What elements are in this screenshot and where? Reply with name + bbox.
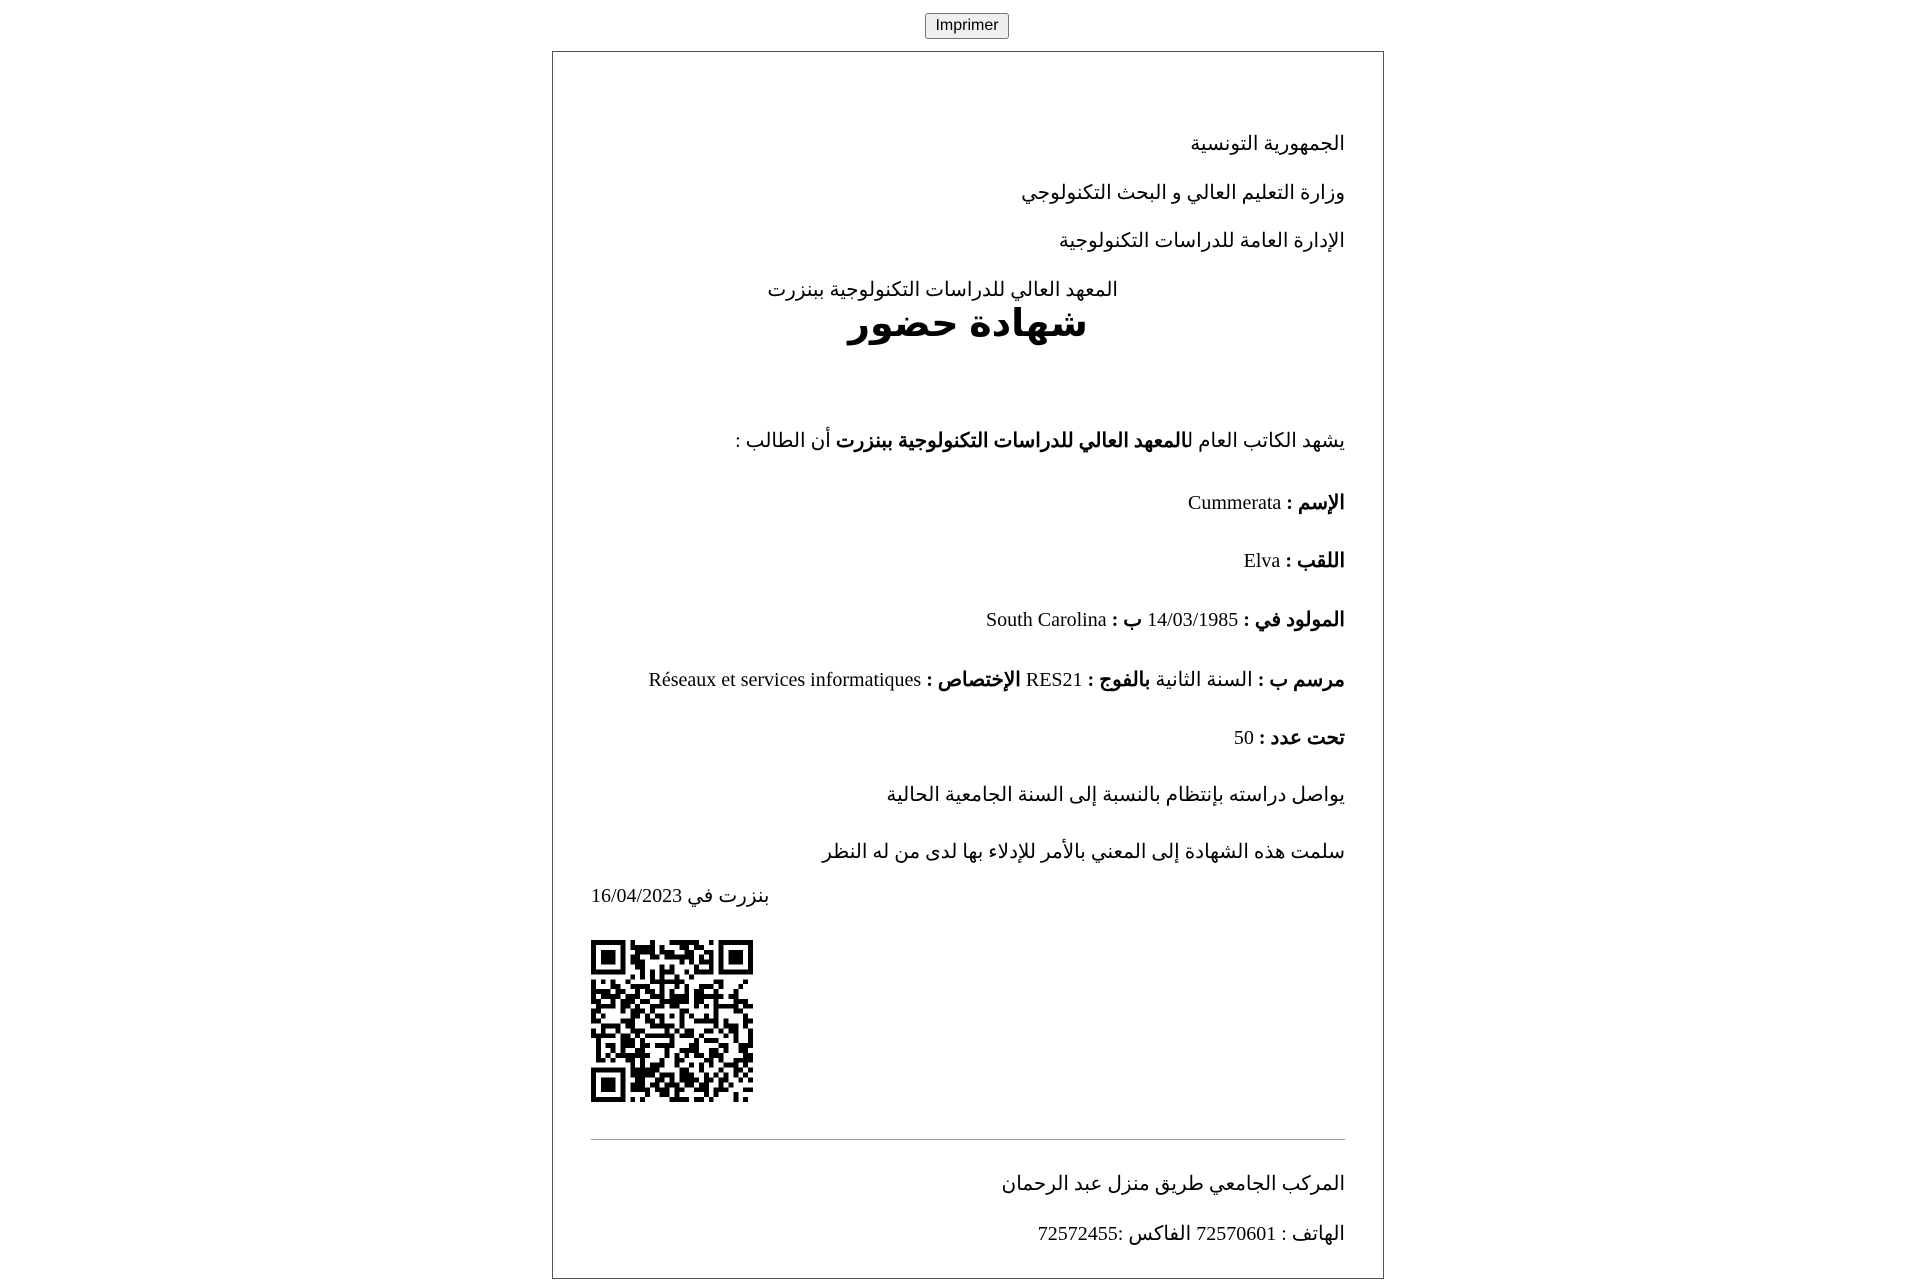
qr-code-modules [591,940,753,1102]
certificate-title: شهادة حضور [848,303,1088,345]
intro-institute: المعهد العالي للدراسات التكنولوجية ببنزرت [835,430,1187,452]
count-row [1234,726,1345,750]
footer-address: المركب الجامعي طريق منزل عبد الرحمان [1001,1173,1345,1195]
footer-separator [591,1139,1345,1140]
count-value: 50 [1233,727,1254,749]
name-row [1188,491,1345,515]
delivered-statement: سلمت هذه الشهادة إلى المعني بالأمر للإدلاء بها لدى من له النظر [822,841,1345,863]
header-institute: المعهد العالي للدراسات التكنولوجية ببنزرت [767,279,1118,301]
surname-row [1244,549,1345,573]
birth-date: 14/03/1985 [1147,609,1239,631]
surname-label: اللقب : [1285,550,1345,572]
enrollment-row [649,668,1345,692]
phone-label: الهاتف : [1281,1223,1345,1245]
header-ministry: وزارة التعليم العالي و البحث التكنولوجي [1021,182,1345,204]
enrolled-label: مرسم ب : [1257,669,1345,691]
name-value: Cummerata [1187,492,1282,514]
fax-value: 72572455 [1037,1223,1118,1245]
attendance-certificate [552,51,1384,1279]
signature-date [591,884,769,908]
intro-suffix: أن الطالب : [735,430,831,452]
group-value: RES21 [1025,669,1083,691]
surname-value: Elva [1243,550,1281,572]
enrolled-value: السنة الثانية [1155,669,1253,691]
fax-label: الفاكس : [1117,1223,1192,1245]
header-republic: الجمهورية التونسية [1190,133,1345,155]
intro-text [735,429,1345,453]
signature-date-value: 16/04/2023 [591,885,683,907]
signature-place: بنزرت في [687,885,770,907]
intro-prefix: يشهد الكاتب العام ل [1187,430,1345,452]
qr-code-icon [591,940,753,1102]
phone-value: 72570601 [1196,1223,1277,1245]
count-label: تحت عدد : [1258,727,1345,749]
birth-place-label: ب : [1111,609,1143,631]
name-label: الإسم : [1286,492,1345,514]
group-label: بالفوج : [1087,669,1151,691]
speciality-label: الإختصاص : [926,669,1021,691]
header-direction: الإدارة العامة للدراسات التكنولوجية [1058,230,1345,252]
continuing-statement: يواصل دراسته بإنتظام بالنسبة إلى السنة الجامعية الحالية [886,784,1345,806]
birth-label: المولود في : [1243,609,1345,631]
birth-row [986,608,1345,632]
footer-contact [1038,1222,1345,1246]
birth-place: South Carolina [986,609,1107,631]
speciality-value: Réseaux et services informatiques [648,669,922,691]
print-button[interactable]: Imprimer [925,13,1009,39]
